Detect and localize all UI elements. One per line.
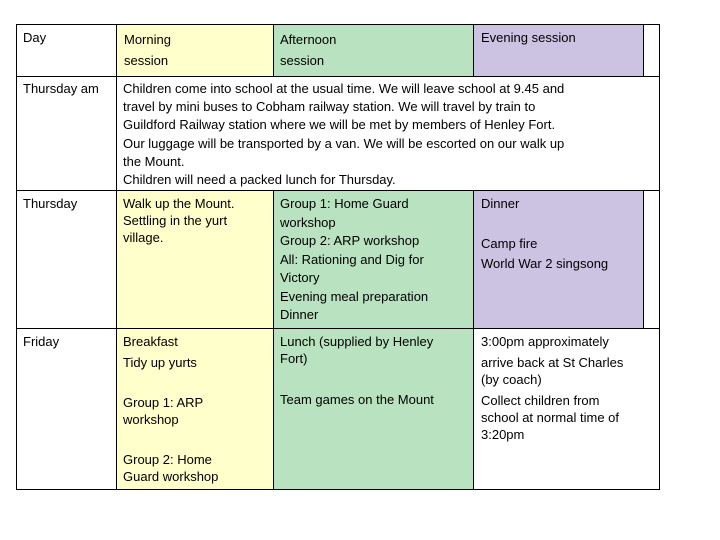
grid-line-morning-col	[273, 24, 274, 76]
grid-line-right	[659, 24, 660, 490]
thursday-day: Thursday	[23, 196, 78, 211]
grid-line-morning-col-2	[273, 190, 274, 490]
thursday-afternoon: Group 1: Home Guard workshop Group 2: ARP workshop All: Rationing and Dig for Victory Evening meal preparation Dinner	[280, 196, 429, 322]
thursday-am-day: Thursday am	[23, 81, 99, 96]
friday-morning: Breakfast Tidy up yurts Group 1: ARP workshop Group 2: Home Guard workshop	[123, 334, 219, 484]
friday-evening: 3:00pm approximately arrive back at St Charles (by coach) Collect children from school at normal time of 3:20pm	[481, 334, 624, 442]
grid-line-afternoon-col-2	[473, 190, 474, 490]
grid-line-evening-col-2	[643, 190, 644, 328]
thursday-am-details: Children come into school at the usual time. We will leave school at 9.45 and travel by mini buses to Cobham railway station. We will travel by train to Guildford Railway station where we will be met by members of Henley Fort. Our luggage will be transported by a van. We will be escorted on our walk up the Mount. Children will need a packed lunch for Thursday.	[123, 81, 565, 188]
friday-afternoon: Lunch (supplied by Henley Fort) Team games on the Mount	[280, 334, 434, 407]
grid-line-evening-col	[643, 24, 644, 76]
grid-line-left	[16, 24, 17, 490]
header-afternoon: Afternoon session	[280, 32, 337, 68]
grid-line-thursday-bottom	[16, 328, 660, 329]
grid-line-day-col	[116, 24, 117, 490]
header-day: Day	[23, 30, 47, 45]
header-morning: Morning session	[124, 32, 171, 68]
grid-line-thursday-am-bottom	[16, 190, 660, 191]
grid-line-bottom	[16, 489, 660, 490]
grid-line-header-bottom	[16, 76, 660, 77]
grid-line-top	[16, 24, 660, 25]
header-evening: Evening session	[481, 30, 576, 45]
grid-line-afternoon-col	[473, 24, 474, 76]
thursday-evening: Dinner Camp fire World War 2 singsong	[481, 196, 609, 271]
friday-day: Friday	[23, 334, 60, 349]
thursday-morning: Walk up the Mount. Settling in the yurt village.	[123, 196, 235, 245]
